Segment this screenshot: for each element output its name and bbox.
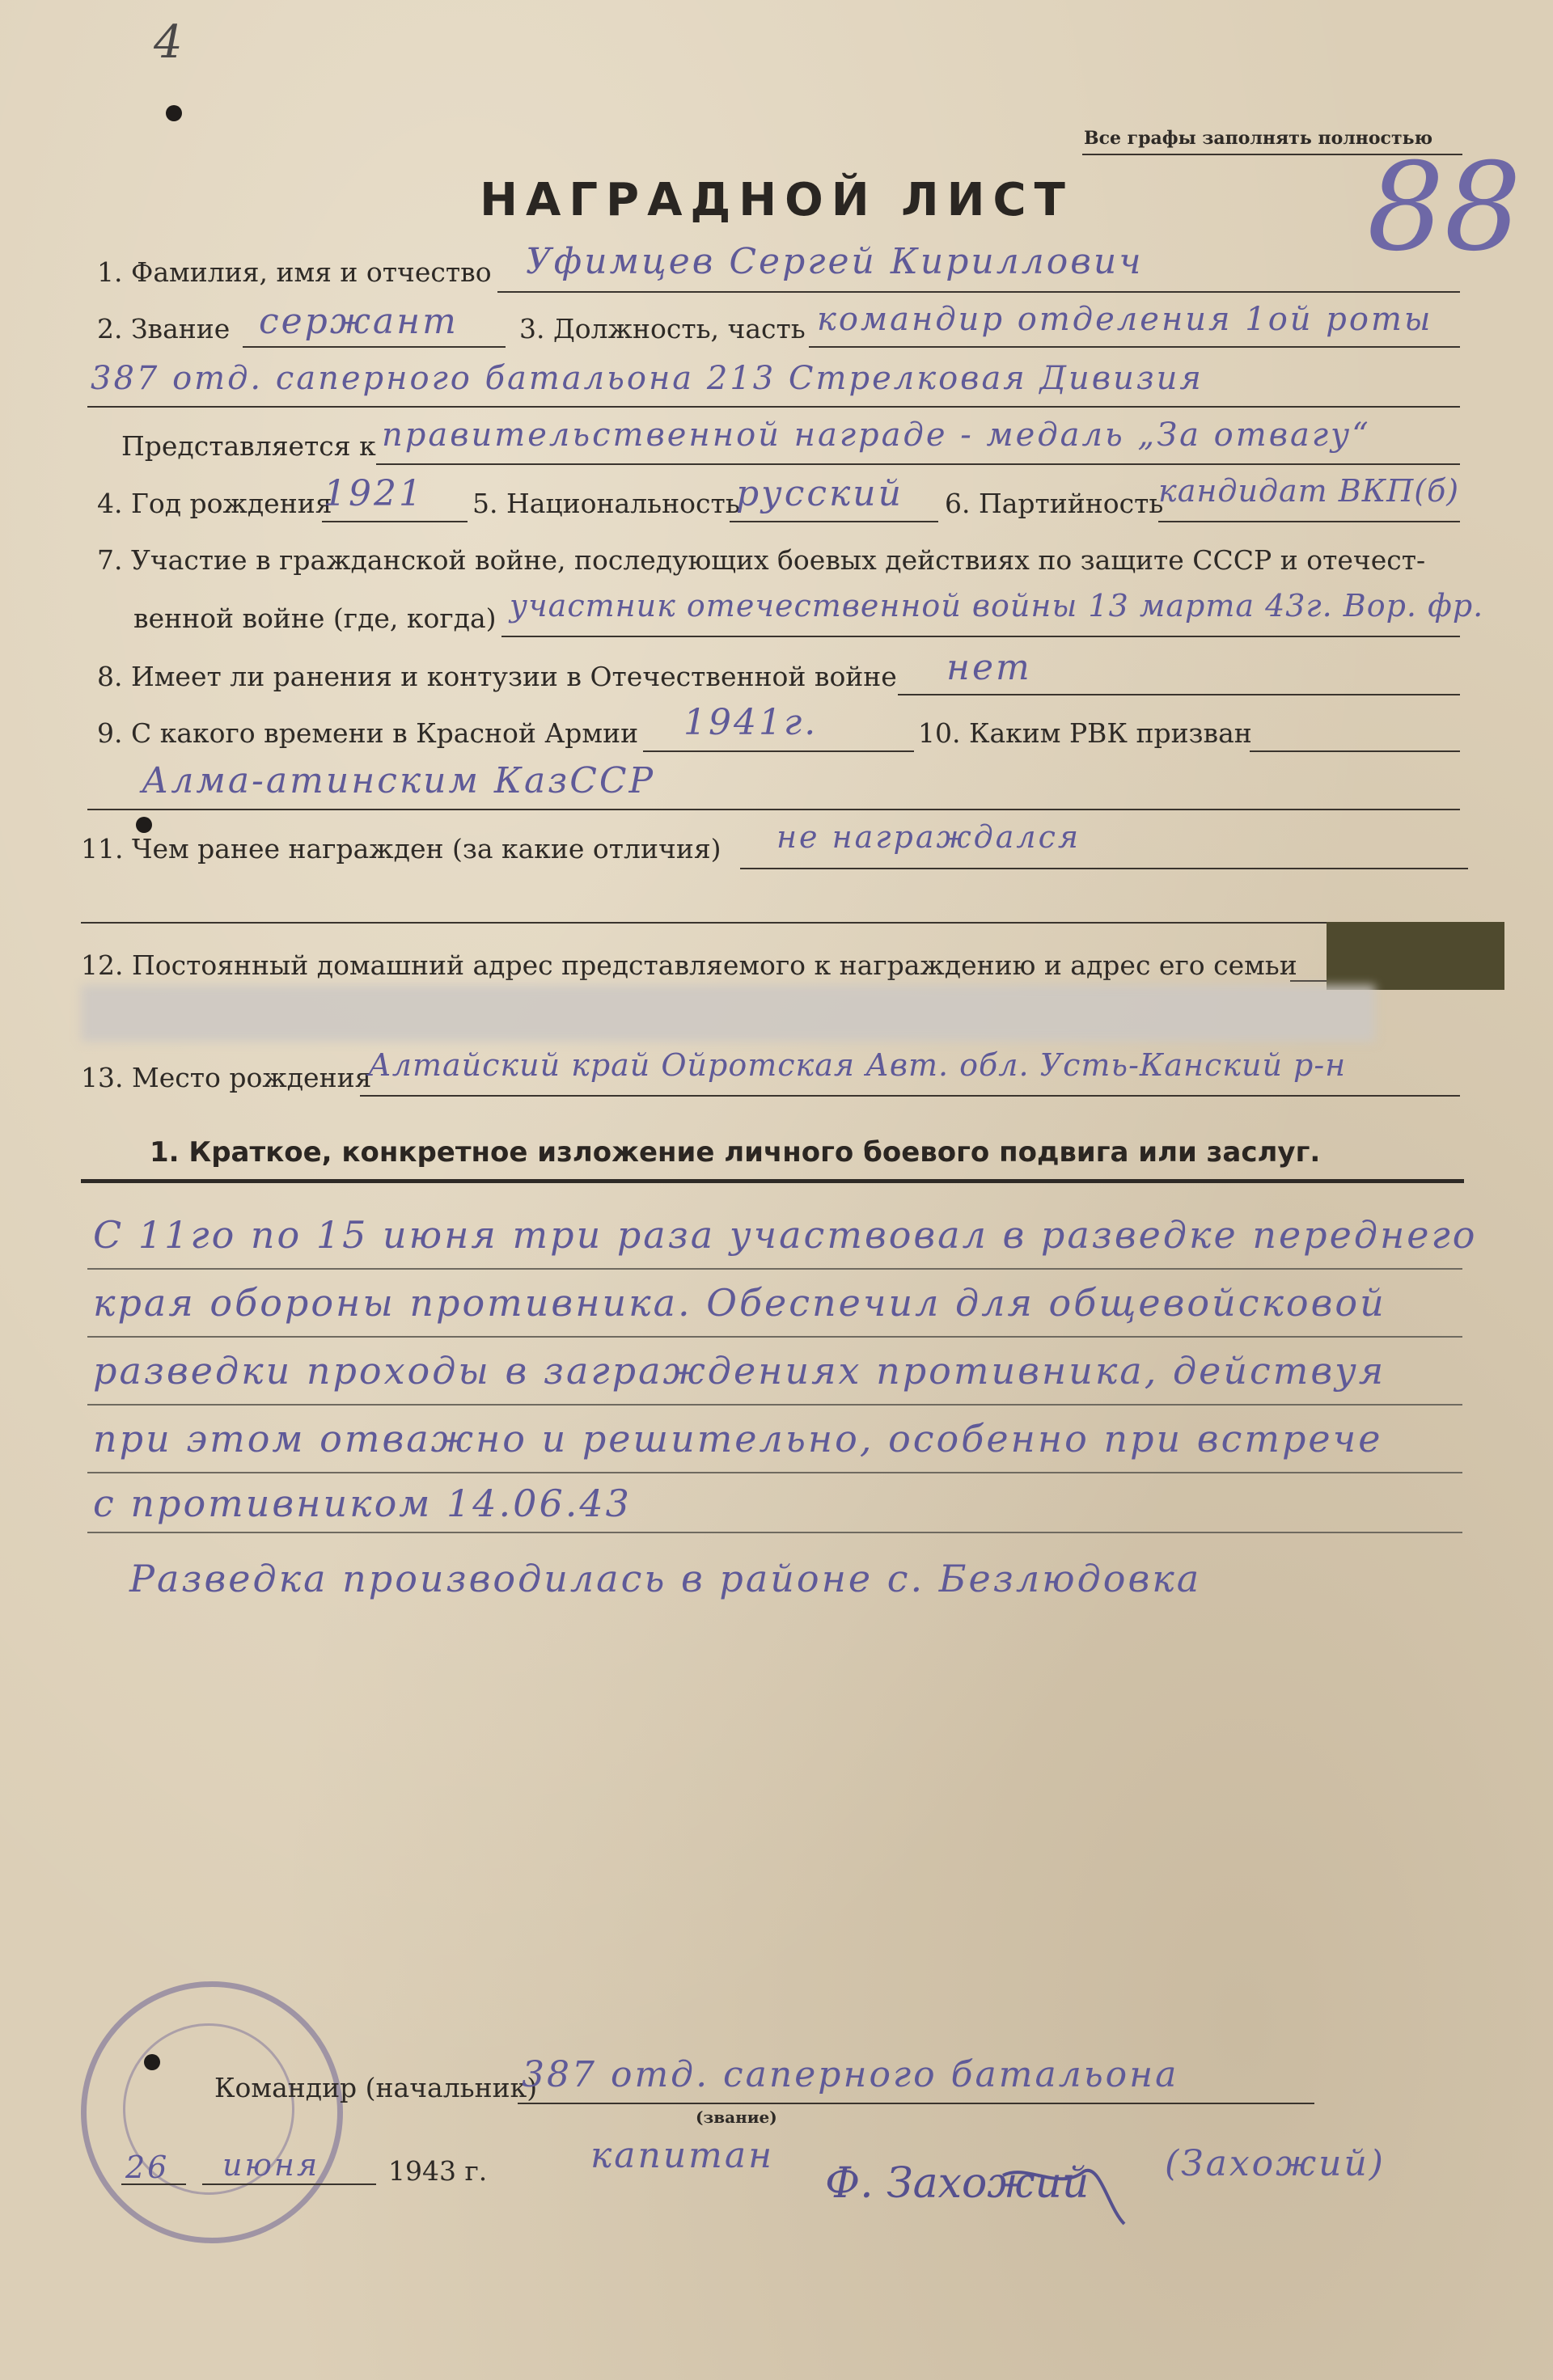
- commander-line: [518, 2103, 1314, 2104]
- field-4-value: 1921: [324, 473, 424, 514]
- official-stamp: [81, 1981, 343, 2243]
- field-2-value: сержант: [259, 301, 459, 342]
- header-note: Все графы заполнять полностью: [1084, 128, 1433, 149]
- field-11-line: [740, 868, 1468, 869]
- present-line: [376, 463, 1460, 465]
- field-1-label: 1. Фамилия, имя и отчество: [97, 256, 492, 288]
- field-13-line: [360, 1095, 1460, 1097]
- redaction-block: [1327, 922, 1504, 990]
- punch-hole: [136, 817, 152, 833]
- field-1-value: Уфимцев Сергей Кириллович: [526, 241, 1144, 282]
- field-5-line: [730, 521, 938, 522]
- field-11-line-cont: [81, 922, 1468, 924]
- punch-hole: [166, 105, 182, 121]
- narrative-rule: [87, 1472, 1462, 1473]
- date-month-line: [202, 2183, 376, 2185]
- commander-value: 387 отд. саперного батальона: [522, 2054, 1179, 2095]
- field-13-label: 13. Место рождения: [81, 1062, 372, 1093]
- field-8-label: 8. Имеет ли ранения и контузии в Отечественной войне: [97, 661, 897, 692]
- section-heading: 1. Краткое, конкретное изложение личного боевого подвига или заслуг.: [150, 1136, 1321, 1169]
- field-4-label: 4. Год рождения: [97, 488, 332, 519]
- field-12-label: 12. Постоянный домашний адрес представляемого к награждению и адрес его семьи: [81, 949, 1297, 981]
- field-2-line: [243, 346, 506, 348]
- field-11-value: не награждался: [776, 819, 1081, 855]
- signature: Ф. Захожий: [825, 2159, 1090, 2208]
- present-label: Представляется к: [121, 430, 376, 462]
- field-3-line-cont: [87, 406, 1460, 408]
- signature-name: (Захожий): [1165, 2143, 1386, 2184]
- field-11-label: 11. Чем ранее награжден (за какие отличия): [81, 833, 721, 864]
- redaction-blur: [81, 985, 1375, 1042]
- page-title: НАГРАДНОЙ ЛИСТ: [480, 174, 1073, 226]
- field-7-value: участник отечественной войны 13 марта 43г. Вор. фр.: [510, 588, 1484, 624]
- field-7-label-1: 7. Участие в гражданской войне, последующих боевых действиях по защите СССР и отечест-: [97, 544, 1426, 576]
- field-7-label-2: венной войне (где, когда): [133, 602, 497, 634]
- section-rule: [81, 1179, 1464, 1183]
- field-13-value: Алтайский край Ойротская Авт. обл. Усть-Канский р-н: [368, 1047, 1347, 1083]
- field-10-value: Алма-атинским КазССР: [142, 760, 656, 801]
- archive-number: 88: [1367, 137, 1521, 278]
- field-8-line: [898, 694, 1460, 695]
- field-10-line-cont: [87, 809, 1460, 810]
- field-3-label: 3. Должность, часть: [519, 313, 806, 345]
- field-8-value: нет: [946, 647, 1032, 688]
- field-1-line: [497, 291, 1460, 293]
- narrative-line: Разведка производилась в районе с. Безлюдовка: [129, 1557, 1202, 1600]
- corner-mark: 4: [154, 16, 185, 69]
- narrative-rule: [87, 1532, 1462, 1533]
- rank-value: капитан: [590, 2135, 775, 2176]
- field-9-line: [643, 750, 914, 752]
- field-7-line: [501, 636, 1460, 637]
- field-9-value: 1941г.: [683, 702, 819, 743]
- field-2-label: 2. Звание: [97, 313, 231, 345]
- field-10-label: 10. Каким РВК призван: [918, 717, 1252, 749]
- field-6-line: [1158, 521, 1460, 522]
- narrative-rule: [87, 1268, 1462, 1270]
- field-5-value: русский: [736, 473, 903, 514]
- field-10-line: [1250, 750, 1460, 752]
- field-9-label: 9. С какого времени в Красной Армии: [97, 717, 639, 749]
- field-4-line: [322, 521, 468, 522]
- date-year: 1943 г.: [388, 2155, 488, 2187]
- date-day: 26: [125, 2150, 170, 2185]
- present-value: правительственной награде - медаль „За отвагу“: [382, 416, 1371, 454]
- date-month: июня: [222, 2147, 320, 2183]
- narrative-line: края обороны противника. Обеспечил для общевойсковой: [93, 1281, 1386, 1325]
- field-6-label: 6. Партийность: [945, 488, 1164, 519]
- commander-label: Командир (начальник): [214, 2072, 538, 2103]
- narrative-line: разведки проходы в заграждениях противника, действуя: [93, 1349, 1386, 1393]
- rank-caption: (звание): [696, 2107, 777, 2127]
- date-day-line: [121, 2183, 186, 2185]
- signature-flourish: [817, 2159, 1157, 2232]
- field-5-label: 5. Национальность: [472, 488, 740, 519]
- narrative-line: при этом отважно и решительно, особенно при встрече: [93, 1417, 1383, 1461]
- narrative-rule: [87, 1336, 1462, 1338]
- field-6-value: кандидат ВКП(б): [1158, 473, 1460, 509]
- field-3-value-cont: 387 отд. саперного батальона 213 Стрелковая Дивизия: [91, 360, 1204, 397]
- narrative-line: С 11го по 15 июня три раза участвовал в разведке переднего: [93, 1213, 1478, 1257]
- field-3-value: командир отделения 1ой роты: [817, 301, 1433, 338]
- narrative-line: с противником 14.06.43: [93, 1482, 632, 1525]
- field-3-line: [809, 346, 1460, 348]
- narrative-rule: [87, 1404, 1462, 1406]
